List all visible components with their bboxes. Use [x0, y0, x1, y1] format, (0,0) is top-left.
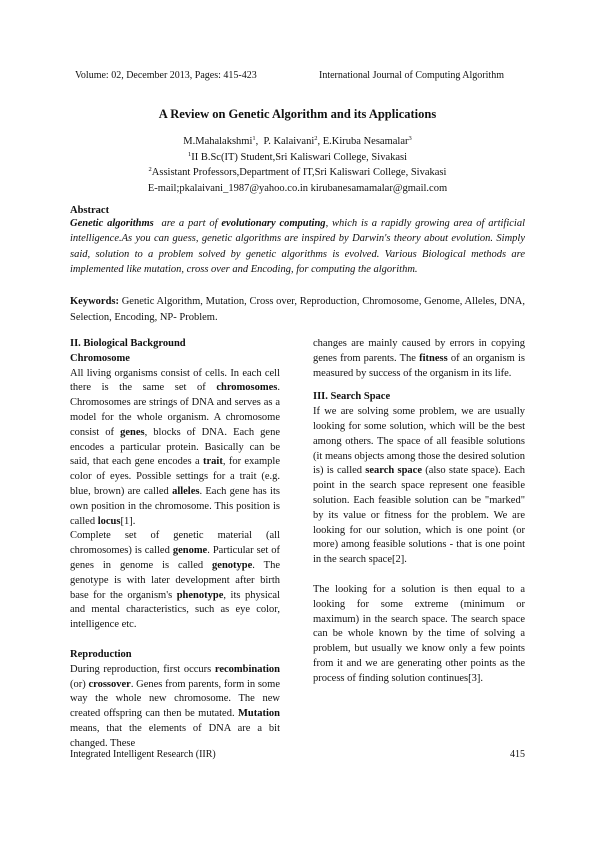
- section-heading: III. Search Space: [313, 391, 391, 403]
- paragraph: If we are solving some problem, we are usually looking for some solution, which will be the best among others. The space of all feasible solutions (it means objects among those the desired solution is) is called search space (also state space). Each point in the search space represent one feasible solution. Each feasible solution can be "marked" by its value or fitness for the problem. We are looking for our solution, which is one point (or more) among feasible solutions - that is one point in the search space[2].: [313, 406, 525, 566]
- author-name: P. Kalaivani: [263, 136, 315, 147]
- left-column: [70, 337, 286, 752]
- paragraph: During reproduction, first occurs recombination (or) crossover. Genes from parents, form in some way the whole new chromosome. The new created offspring can then be mutated. Mutation means, that the elements of DNA are a bit changed. These: [70, 663, 286, 749]
- affiliation-mark: 2: [148, 166, 152, 173]
- keywords-list: Genetic Algorithm, Mutation, Cross over, Reproduction, Chromosome, Genome, Alleles, DNA, Selection, Encoding, NP- Problem.: [70, 296, 525, 323]
- section-heading: II. Biological Background: [70, 338, 186, 349]
- right-column: [313, 337, 525, 687]
- affiliation-1: $^1$II B.Sc(IT) Student,Sri Kaliswari College, Sivakasi: [187, 150, 408, 163]
- paragraph: Complete set of genetic material (all chromosomes) is called genome. Particular set of genes in genome is called genotype. The genotype is with later development after birth base for the organism's phenotype, its physical and mental characteristics, such as eye color, intelligence etc.: [70, 530, 281, 631]
- paper-title: A Review on Genetic Algorithm and its Applications: [158, 107, 437, 121]
- affiliation-mark: 1: [187, 150, 192, 158]
- author-affiliation-mark: 2: [314, 135, 318, 142]
- running-header-journal: International Journal of Computing Algorithm: [319, 70, 504, 81]
- abstract-body: Genetic algorithms are a part of evolutionary computing, which is a rapidly growing area of artificial intelligence.As you can guess, genetic algorithms are inspired by Darwin's theory about evolution. Simply said, solution to a problem solved by genetic algorithms is evolved. Various Biological methods are implemented like mutation, cross over and Encoding, for computing the algorithm.: [70, 218, 526, 275]
- paragraph: The looking for a solution is then equal to a looking for some extreme (minimum or maximum) in the search space. The search space can be whole known by the time of solving a problem, but usually we know only a few points from it and we are generating other points as the process of finding solution continues[3].: [313, 583, 525, 684]
- abstract-heading: Abstract: [70, 205, 110, 216]
- author-affiliation-mark: 3: [408, 135, 412, 142]
- keywords-label: Keywords:: [70, 296, 119, 307]
- running-header-volume: Volume: 02, December 2013, Pages: 415-423: [75, 70, 257, 81]
- author-name: M.Mahalakshmi: [183, 136, 253, 147]
- author-affiliation-mark: 1: [252, 135, 256, 142]
- footer-publisher: Integrated Intelligent Research (IIR): [70, 749, 216, 760]
- author-block: [0, 134, 595, 196]
- affiliation-2: $^2$Assistant Professors,Department of IT,Sri Kaliswari College, Sivakasi: [148, 166, 447, 178]
- author-email: E-mail;pkalaivani_1987@yahoo.co.in kirubanesamamalar@gmail.com: [147, 182, 448, 194]
- author-names: M.Mahalakshmi$^1$, P. Kalaivani$^2$, E.Kiruba Nesamalar$^3$: [183, 135, 412, 147]
- page-number: 415: [510, 749, 525, 760]
- paragraph: All living organisms consist of cells. In each cell there is the same set of chromosomes. Chromosomes are strings of DNA and serves as a model for the whole organism. A chromosome consist of genes, blocks of DNA. Each gene encodes a particular protein. Basically can be said, that each gene encodes a trait, for example color of eyes. Possible settings for a trait (e.g. blue, brown) are called alleles. Each gene has its own position in the chromosome. This position is called locus[1].: [70, 367, 280, 527]
- author-name: E.Kiruba Nesamalar: [322, 136, 409, 147]
- subsection-heading: Reproduction: [70, 648, 132, 660]
- subsection-heading: Chromosome: [70, 352, 130, 364]
- keywords: [70, 294, 525, 325]
- paragraph: changes are mainly caused by errors in copying genes from parents. The fitness of an organism is measured by success of the organism in its life.: [313, 338, 525, 379]
